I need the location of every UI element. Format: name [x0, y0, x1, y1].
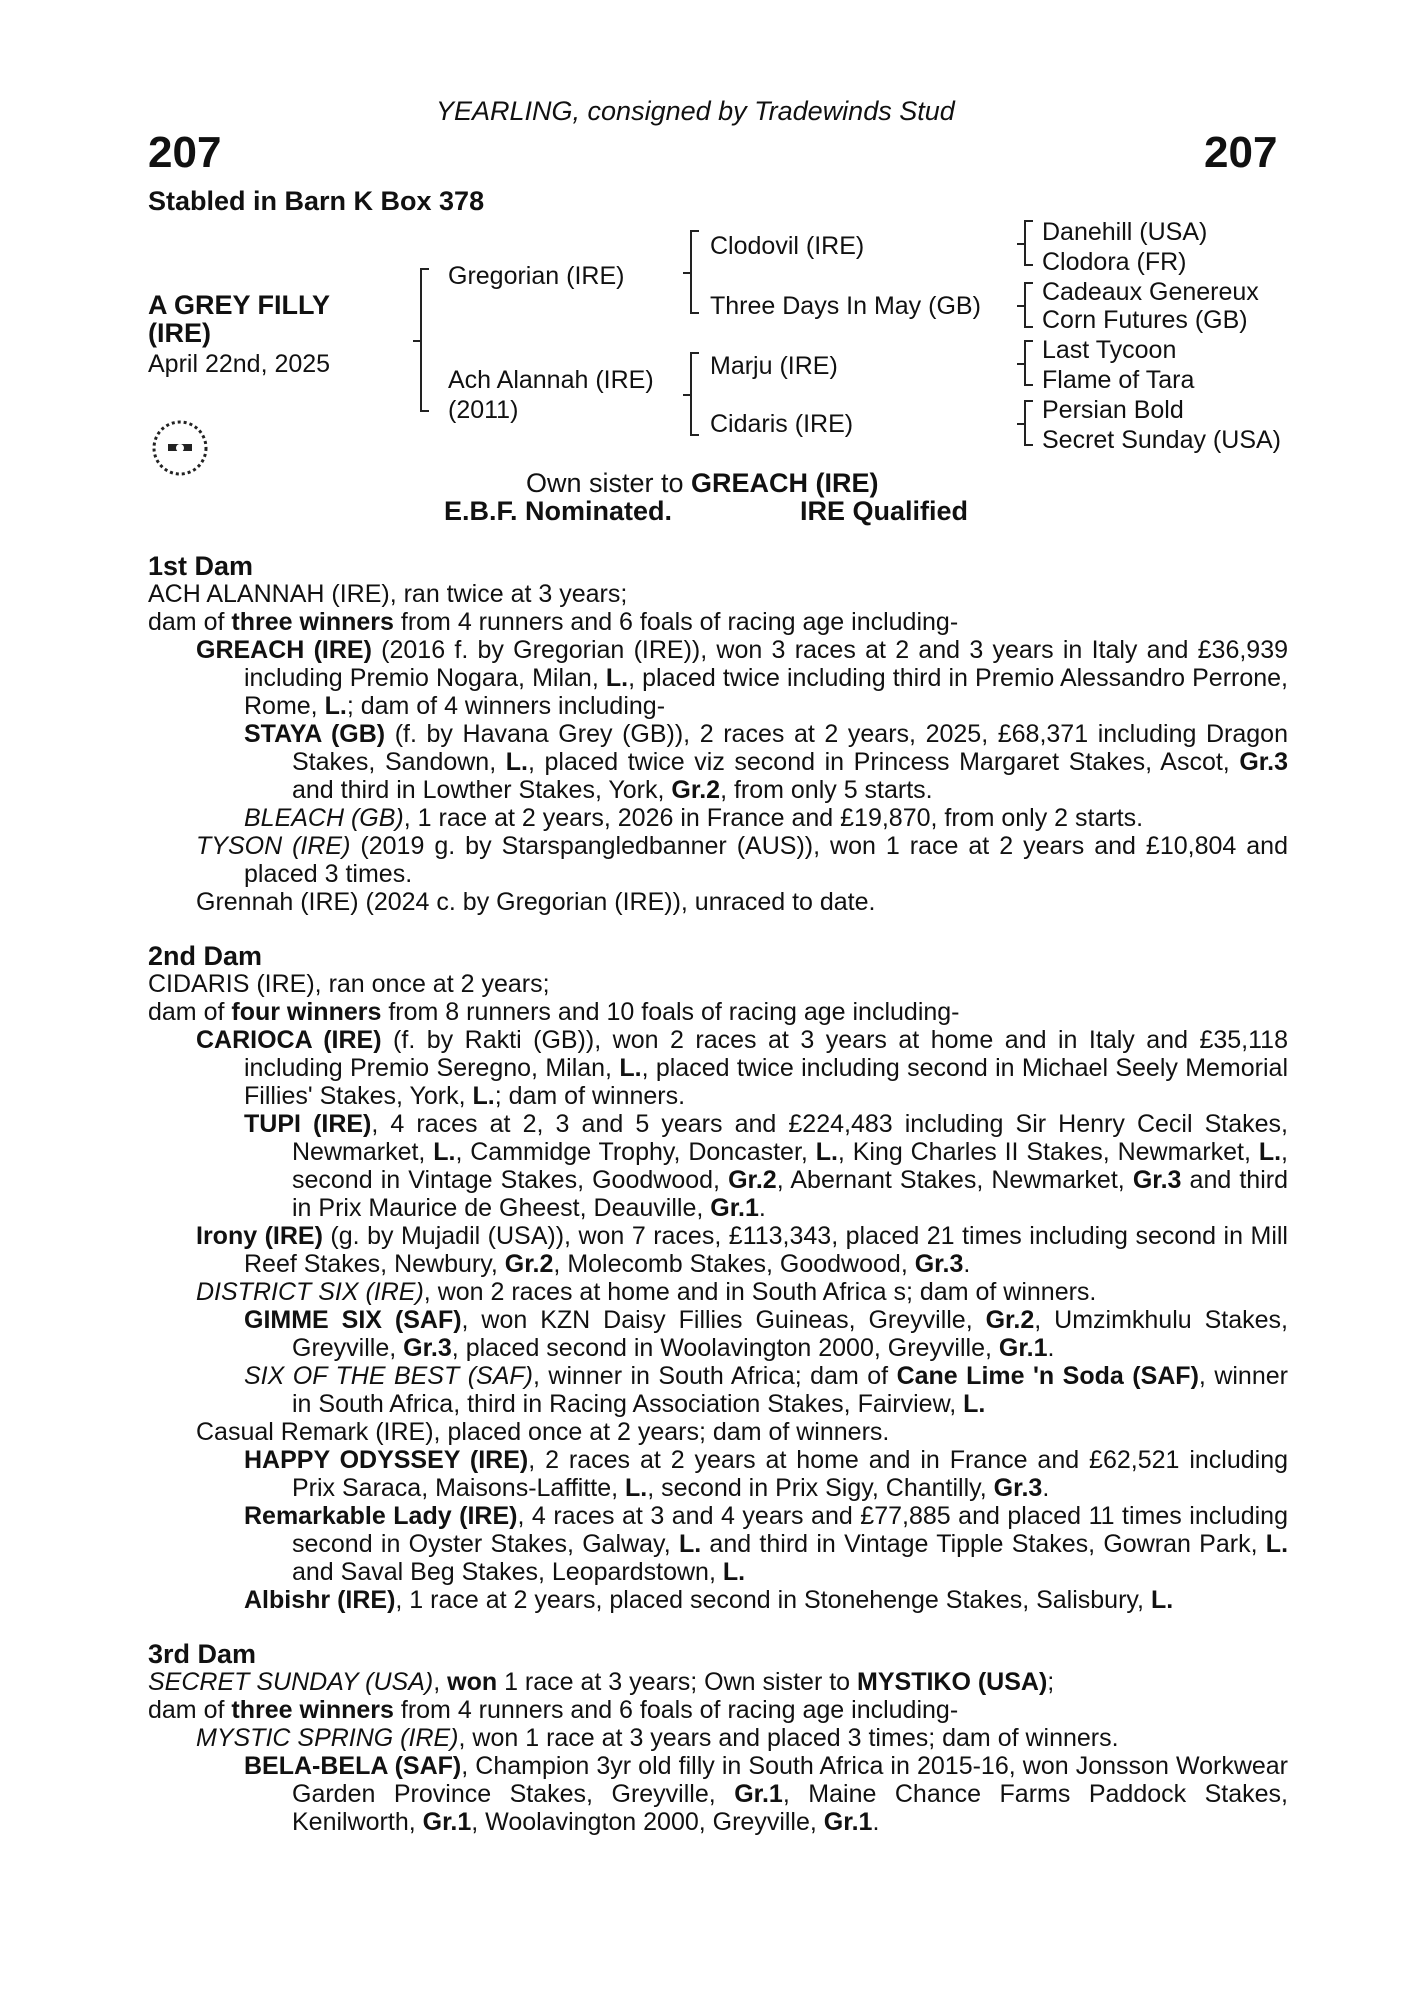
t: HAPPY ODYSSEY (IRE): [244, 1446, 529, 1474]
t: SIX OF THE BEST (SAF): [244, 1362, 533, 1390]
t: Gr.3: [1132, 1166, 1182, 1194]
t: GREACH (IRE): [196, 636, 372, 664]
grand-2: Clodora (FR): [1042, 248, 1187, 276]
t: dam of: [148, 1696, 232, 1724]
mystic-entry: [148, 1724, 1288, 1752]
dam-name: Ach Alannah (IRE): [448, 366, 654, 394]
t: ; dam of 4 winners including-: [346, 692, 666, 720]
brace-g78: [1024, 400, 1033, 446]
t: , won 1 race at 3 years and placed 3 times; dam of winners.: [458, 1724, 1119, 1752]
t: Gr.2: [728, 1166, 777, 1194]
t: Irony (IRE): [196, 1222, 323, 1250]
ebf-nominated: E.B.F. Nominated.: [444, 496, 673, 526]
t: MYSTIC SPRING (IRE): [196, 1724, 459, 1752]
grand-1: Danehill (USA): [1042, 218, 1208, 246]
t: .: [1042, 1474, 1050, 1502]
t: Gr.3: [1239, 748, 1288, 776]
t: .: [872, 1808, 880, 1836]
stabled-info: Stabled in Barn K Box 378: [148, 186, 485, 216]
t: , Abernant Stakes, Newmarket,: [776, 1166, 1133, 1194]
brace-g56: [1024, 340, 1033, 386]
grand-4: Corn Futures (GB): [1042, 306, 1248, 334]
t: from 4 runners and 6 foals of racing age including-: [393, 1696, 959, 1724]
t: and third in Prix Maurice de Gheest, Deauville,: [292, 1166, 1288, 1222]
brace-sire-dam: [420, 268, 429, 412]
t: and third in Lowther Stakes, York,: [292, 776, 672, 804]
t: (2016 f. by Gregorian (IRE)), won 3 races at 2 and 3 years in Italy and £36,939 including Premio Nogara, Milan,: [244, 636, 1288, 692]
third-dam-line1: [148, 1668, 1288, 1696]
casual-entry: Casual Remark (IRE), placed once at 2 years; dam of winners.: [196, 1418, 890, 1446]
grand-5: Last Tycoon: [1042, 336, 1177, 364]
t: L.: [963, 1390, 986, 1418]
brace-sire: [690, 230, 699, 314]
t: (g. by Mujadil (USA)), won 7 races, £113,343, placed 21 times including second in Mill Reef Stakes, Newbury,: [244, 1222, 1288, 1278]
sire-name: Gregorian (IRE): [448, 262, 625, 290]
t: L.: [815, 1138, 838, 1166]
grand-8: Secret Sunday (USA): [1042, 426, 1281, 454]
t: STAYA (GB): [244, 720, 386, 748]
first-dam-line1: ACH ALANNAH (IRE), ran twice at 3 years;: [148, 580, 628, 608]
own-sister-note: [526, 468, 879, 499]
district-entry: [148, 1278, 1288, 1306]
t: ; dam of winners.: [494, 1082, 686, 1110]
t: SECRET SUNDAY (USA): [148, 1668, 434, 1696]
t: , 2 races at 2 years at home and in France and £62,521 including Prix Saraca, Maisons-Laffitte,: [292, 1446, 1288, 1502]
t: L.: [472, 1082, 495, 1110]
t: Albishr (IRE): [244, 1586, 396, 1614]
own-sister-prefix: Own sister to: [526, 468, 692, 498]
t: Gr.1: [710, 1194, 759, 1222]
first-dam-section: [148, 552, 1288, 916]
t: L.: [678, 1530, 702, 1558]
t: won: [447, 1668, 498, 1696]
grand-6: Flame of Tara: [1042, 366, 1195, 394]
lot-number-left: 207: [148, 128, 222, 177]
own-sister-name: GREACH (IRE): [691, 468, 879, 498]
t: , placed twice including third in Premio Alessandro Perrone, Rome,: [244, 664, 1288, 720]
six-entry: [148, 1362, 1288, 1418]
happy-entry: [148, 1446, 1288, 1502]
t: from 4 runners and 6 foals of racing age including-: [393, 608, 959, 636]
first-dam-line2: [148, 608, 1288, 636]
t: TYSON (IRE): [196, 832, 351, 860]
bleach-entry: [148, 804, 1288, 832]
second-dam-section: [148, 942, 1288, 1614]
t: three winners: [231, 1696, 394, 1724]
t: Gr.3: [914, 1250, 964, 1278]
t: Gr.2: [671, 776, 721, 804]
t: CARIOCA (IRE): [196, 1026, 382, 1054]
gimme-entry: [148, 1306, 1288, 1362]
t: Remarkable Lady (IRE): [244, 1502, 518, 1530]
foaling-date: April 22nd, 2025: [148, 350, 331, 378]
t: GIMME SIX (SAF): [244, 1306, 462, 1334]
t: L.: [1265, 1530, 1289, 1558]
t: and Saval Beg Stakes, Leopardstown,: [292, 1558, 723, 1586]
t: L.: [1258, 1138, 1282, 1166]
t: Gr.1: [998, 1334, 1048, 1362]
second-dam-line2: [148, 998, 1288, 1026]
t: , 1 race at 2 years, placed second in Stonehenge Stakes, Salisbury,: [395, 1586, 1151, 1614]
t: Gr.3: [993, 1474, 1043, 1502]
albishr-entry: [148, 1586, 1288, 1614]
t: L.: [433, 1138, 456, 1166]
t: ;: [1047, 1668, 1055, 1696]
t: , Maine Chance Farms Paddock Stakes, Kenilworth,: [292, 1780, 1288, 1836]
t: BLEACH (GB): [244, 804, 404, 832]
t: BELA-BELA (SAF): [244, 1752, 462, 1780]
t: , from only 5 starts.: [720, 776, 933, 804]
t: MYSTIKO (USA): [857, 1668, 1048, 1696]
consignor-line: YEARLING, consigned by Tradewinds Stud: [436, 96, 955, 126]
t: , Cammidge Trophy, Doncaster,: [455, 1138, 816, 1166]
dam-dam: Cidaris (IRE): [710, 410, 854, 438]
t: , placed twice including second in Michael Seely Memorial Fillies' Stakes, York,: [244, 1054, 1288, 1110]
t: L.: [324, 692, 347, 720]
sire-dam: Three Days In May (GB): [710, 292, 981, 320]
grand-7: Persian Bold: [1042, 396, 1184, 424]
t: , King Charles II Stakes, Newmarket,: [837, 1138, 1259, 1166]
brace-g34: [1024, 282, 1033, 328]
t: , Molecomb Stakes, Goodwood,: [553, 1250, 915, 1278]
t: , 1 race at 2 years, 2026 in France and £19,870, from only 2 starts.: [403, 804, 1144, 832]
horse-country: (IRE): [148, 318, 211, 348]
t: TUPI (IRE): [244, 1110, 372, 1138]
t: , Umzimkhulu Stakes, Greyville,: [292, 1306, 1288, 1362]
third-dam-section: [148, 1640, 1288, 1836]
irony-entry: [148, 1222, 1288, 1278]
t: (2019 g. by Starspangledbanner (AUS)), won 1 race at 2 years and £10,804 and placed 3 times.: [244, 832, 1288, 888]
tyson-entry: [148, 832, 1288, 888]
tupi-entry: [148, 1110, 1288, 1222]
t: Gr.2: [504, 1250, 554, 1278]
brace-dam: [690, 352, 699, 436]
t: .: [758, 1194, 766, 1222]
dam-sire: Marju (IRE): [710, 352, 838, 380]
t: L.: [605, 664, 629, 692]
t: DISTRICT SIX (IRE): [196, 1278, 424, 1306]
third-dam-line2: [148, 1696, 1288, 1724]
t: L.: [722, 1558, 746, 1586]
t: , won 2 races at home and in South Africa s; dam of winners.: [423, 1278, 1097, 1306]
grennah-entry: Grennah (IRE) (2024 c. by Gregorian (IRE)), unraced to date.: [196, 888, 876, 916]
t: .: [963, 1250, 971, 1278]
t: ,: [433, 1668, 448, 1696]
t: Gr.1: [422, 1808, 472, 1836]
grand-3: Cadeaux Genereux: [1042, 278, 1259, 306]
ire-qualified: IRE Qualified: [800, 496, 969, 526]
t: (f. by Rakti (GB)), won 2 races at 3 years at home and in Italy and £35,118 including Premio Seregno, Milan,: [244, 1026, 1288, 1082]
lot-number-right: 207: [1204, 128, 1278, 177]
t: , Woolavington 2000, Greyville,: [471, 1808, 824, 1836]
t: Gr.1: [823, 1808, 873, 1836]
greach-entry: [148, 636, 1288, 720]
brace-g12: [1024, 220, 1033, 266]
t: , 4 races at 2, 3 and 5 years and £224,483 including Sir Henry Cecil Stakes, Newmarket,: [292, 1110, 1288, 1166]
t: and third in Vintage Tipple Stakes, Gowran Park,: [701, 1530, 1266, 1558]
t: dam of: [148, 998, 232, 1026]
t: (f. by Havana Grey (GB)), 2 races at 2 years, 2025, £68,371 including Dragon Stakes, Sandown,: [292, 720, 1288, 776]
t: Gr.3: [403, 1334, 452, 1362]
ebf-seal-icon: [148, 416, 212, 480]
t: Gr.2: [985, 1306, 1035, 1334]
t: from 8 runners and 10 foals of racing age including-: [381, 998, 960, 1026]
dam-year: (2011): [448, 396, 519, 424]
t: 1 race at 3 years; Own sister to: [497, 1668, 858, 1696]
t: , 4 races at 3 and 4 years and £77,885 and placed 11 times including second in Oyster Stakes, Galway,: [292, 1502, 1288, 1558]
remarkable-entry: [148, 1502, 1288, 1586]
second-dam-heading: 2nd Dam: [148, 941, 263, 971]
t: four winners: [231, 998, 382, 1026]
horse-description: A GREY FILLY: [148, 290, 331, 320]
sire-sire: Clodovil (IRE): [710, 232, 865, 260]
staya-entry: [148, 720, 1288, 804]
t: Cane Lime 'n Soda (SAF): [896, 1362, 1199, 1390]
t: L.: [505, 748, 528, 776]
t: L.: [625, 1474, 648, 1502]
first-dam-heading: 1st Dam: [148, 551, 254, 581]
t: , won KZN Daisy Fillies Guineas, Greyville,: [461, 1306, 986, 1334]
t: , winner in South Africa, third in Racing Association Stakes, Fairview,: [292, 1362, 1288, 1418]
t: , winner in South Africa; dam of: [532, 1362, 897, 1390]
t: , Champion 3yr old filly in South Africa in 2015-16, won Jonsson Workwear Garden Province Stakes, Greyville,: [292, 1752, 1289, 1808]
t: Gr.1: [734, 1780, 783, 1808]
t: , second in Vintage Stakes, Goodwood,: [292, 1138, 1288, 1194]
t: , placed second in Woolavington 2000, Greyville,: [451, 1334, 999, 1362]
second-dam-line1: CIDARIS (IRE), ran once at 2 years;: [148, 970, 550, 998]
t: .: [1047, 1334, 1055, 1362]
t: dam of: [148, 608, 232, 636]
t: L.: [619, 1054, 642, 1082]
carioca-entry: [148, 1026, 1288, 1110]
bela-entry: [148, 1752, 1288, 1836]
t: , placed twice viz second in Princess Margaret Stakes, Ascot,: [527, 748, 1240, 776]
third-dam-heading: 3rd Dam: [148, 1639, 257, 1669]
t: three winners: [231, 608, 394, 636]
t: , second in Prix Sigy, Chantilly,: [647, 1474, 994, 1502]
t: L.: [1150, 1586, 1174, 1614]
